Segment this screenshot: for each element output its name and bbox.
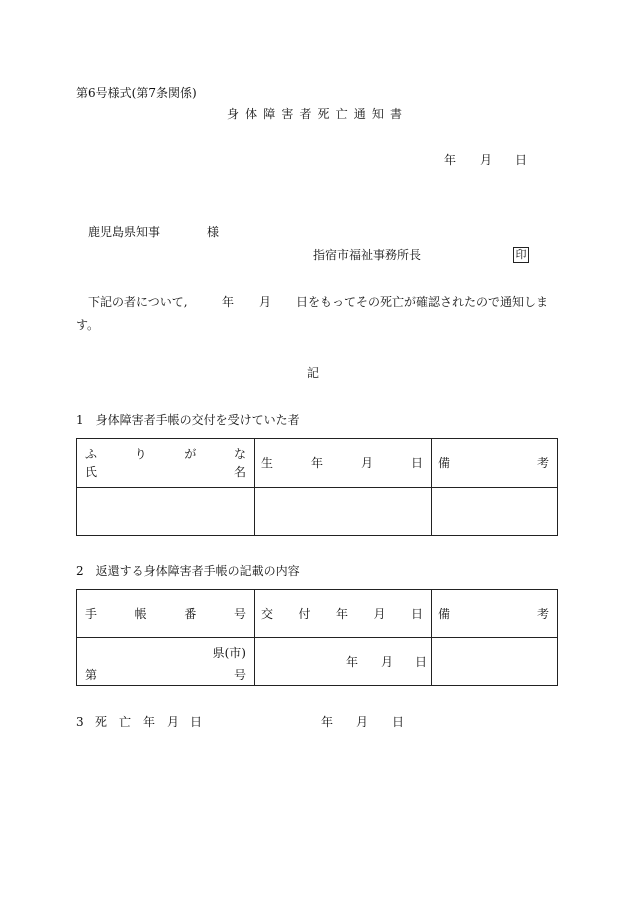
death-month: 月 <box>356 715 369 729</box>
remarks2-header-cell <box>432 590 558 638</box>
name-char: 名 <box>233 465 246 479</box>
death-day: 日 <box>392 715 405 729</box>
remarks2-input-cell[interactable] <box>432 638 558 686</box>
ki-marker: 記 <box>307 366 320 380</box>
birthdate-header-cell <box>255 439 432 488</box>
birth-char: 年 <box>310 456 323 470</box>
body-prefix: 下記の者について, <box>88 295 188 309</box>
birth-char: 日 <box>410 456 423 470</box>
furigana-char: ふ <box>85 447 98 461</box>
title-char: 通 <box>353 107 366 121</box>
number-input-cell[interactable] <box>77 638 255 686</box>
dai-go-label <box>85 668 246 682</box>
section2-table <box>76 589 558 686</box>
number-char: 番 <box>184 607 197 621</box>
section3-char: 日 <box>190 715 203 729</box>
remarks2-char: 考 <box>536 607 549 621</box>
furigana-char: が <box>184 447 197 461</box>
name-input-cell[interactable] <box>77 488 255 536</box>
title-char: 書 <box>389 107 402 121</box>
title-char: 体 <box>245 107 258 121</box>
issue-date-input-cell[interactable] <box>255 638 432 686</box>
remarks-input-cell[interactable] <box>432 488 558 536</box>
furigana-label <box>85 447 246 461</box>
section3-char: 月 <box>167 715 180 729</box>
birth-char: 生 <box>261 456 274 470</box>
addressee-name: 鹿児島県知事 <box>88 225 161 239</box>
issue-year: 年 <box>346 655 359 669</box>
number-char: 手 <box>85 607 98 621</box>
body-line2: す。 <box>76 318 100 332</box>
section3-char: 亡 <box>119 715 132 729</box>
death-year: 年 <box>321 715 334 729</box>
issue-char: 付 <box>298 607 311 621</box>
issue-char: 年 <box>335 607 348 621</box>
furigana-char: な <box>233 447 246 461</box>
body-year: 年 <box>222 295 235 309</box>
date-day: 日 <box>515 153 528 167</box>
issue-date-label <box>261 607 423 621</box>
form-number: 第6号様式(第7条関係) <box>76 86 197 100</box>
title-char: 者 <box>299 107 312 121</box>
section1-table <box>76 438 558 536</box>
document-title <box>227 107 402 121</box>
number-char: 帳 <box>134 607 147 621</box>
issue-char: 日 <box>410 607 423 621</box>
section3-char: 年 <box>143 715 156 729</box>
section3-num: 3 <box>76 715 84 729</box>
date-year: 年 <box>444 153 457 167</box>
section1-heading: 1 身体障害者手帳の交付を受けていた者 <box>76 413 300 427</box>
pref-city-label: 県(市) <box>212 646 246 660</box>
number-header-cell <box>77 590 255 638</box>
title-char: 死 <box>317 107 330 121</box>
remarks2-label <box>438 607 549 621</box>
name-header-cell <box>77 439 255 488</box>
name-label <box>85 465 246 479</box>
name-char: 氏 <box>85 465 98 479</box>
number-char: 号 <box>233 607 246 621</box>
sender-name: 指宿市福祉事務所長 <box>313 248 422 262</box>
section2-heading: 2 返還する身体障害者手帳の記載の内容 <box>76 564 300 578</box>
birthdate-input-cell[interactable] <box>255 488 432 536</box>
remarks-char: 考 <box>536 456 549 470</box>
issue-char: 月 <box>373 607 386 621</box>
birth-char: 月 <box>360 456 373 470</box>
furigana-char: り <box>134 447 147 461</box>
go-char: 号 <box>233 668 246 682</box>
issue-day: 日 <box>415 655 428 669</box>
issue-month: 月 <box>381 655 394 669</box>
addressee-honorific: 様 <box>207 225 220 239</box>
remarks-header-cell <box>432 439 558 488</box>
title-char: 障 <box>263 107 276 121</box>
number-label <box>85 607 246 621</box>
section3-char: 死 <box>95 715 108 729</box>
remarks2-char: 備 <box>438 607 451 621</box>
dai-char: 第 <box>85 668 98 682</box>
remarks-label <box>438 456 549 470</box>
title-char: 亡 <box>335 107 348 121</box>
body-month: 月 <box>259 295 272 309</box>
title-char: 知 <box>371 107 384 121</box>
birthdate-label <box>261 456 423 470</box>
issue-date-header-cell <box>255 590 432 638</box>
seal-stamp: 印 <box>513 247 529 263</box>
remarks-char: 備 <box>438 456 451 470</box>
body-suffix: 日をもってその死亡が確認されたので通知しま <box>296 295 549 309</box>
title-char: 身 <box>227 107 240 121</box>
issue-char: 交 <box>261 607 274 621</box>
title-char: 害 <box>281 107 294 121</box>
date-month: 月 <box>480 153 493 167</box>
